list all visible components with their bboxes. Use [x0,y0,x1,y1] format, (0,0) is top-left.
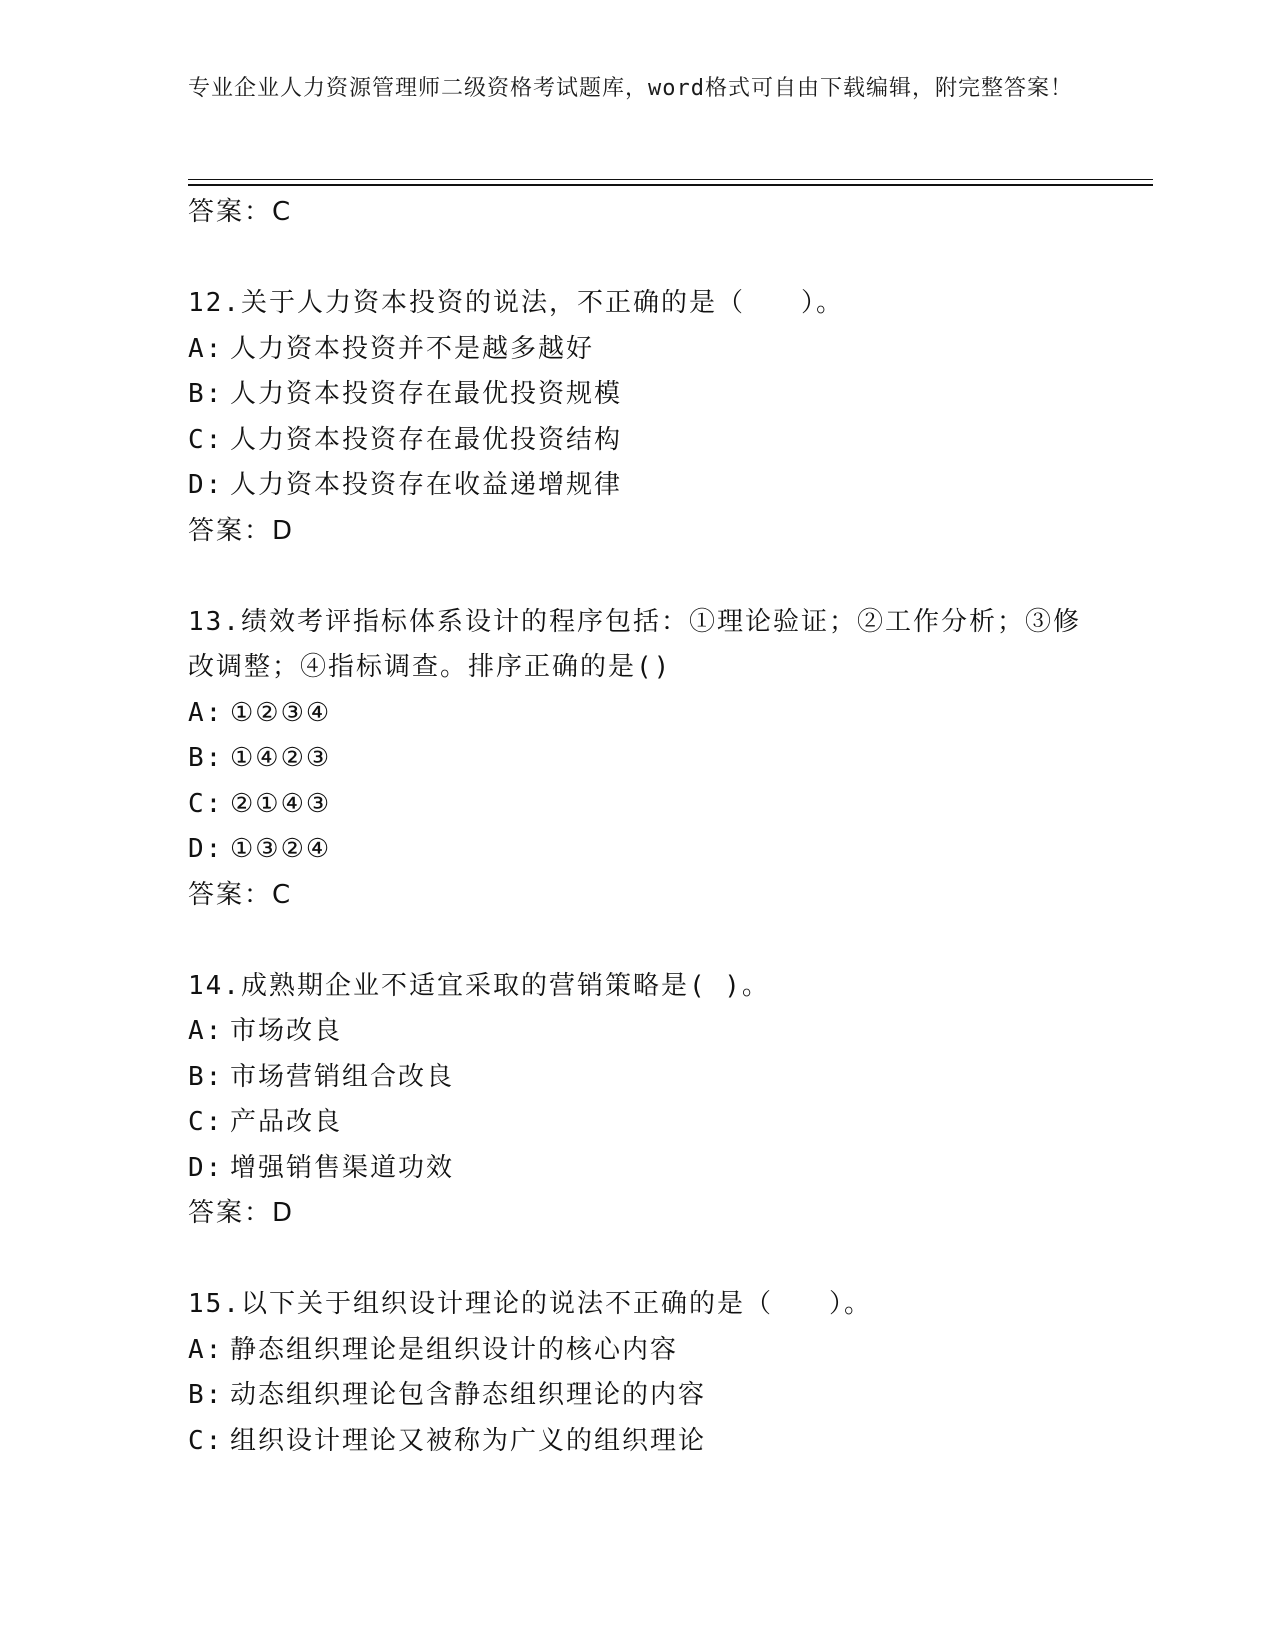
option-label: B: [188,379,224,409]
answer-line: 答案：D [188,515,295,546]
option-text: ②①④③ [230,788,332,819]
option-d [188,1146,1088,1192]
option-b [188,1055,1088,1101]
option-label: A: [188,1334,224,1365]
option-text: 静态组织理论是组织设计的核心内容 [230,1334,679,1365]
header-note: 专业企业人力资源管理师二级资格考试题库，word格式可自由下载编辑，附完整答案！ [188,76,1073,101]
option-text: 人力资本投资存在最优投资结构 [230,424,623,455]
spacer [188,918,1088,964]
answer-line: 答案：D [188,1198,295,1228]
option-text: ①③②④ [230,834,332,864]
spacer [188,1237,1088,1283]
option-text: 人力资本投资存在最优投资规模 [230,379,623,409]
option-text: 组织设计理论又被称为广义的组织理论 [230,1425,707,1456]
option-label: A: [188,697,224,728]
option-text: 人力资本投资并不是越多越好 [230,333,595,364]
option-text: ①②③④ [230,697,332,728]
option-text: 增强销售渠道功效 [230,1152,455,1183]
option-text: 产品改良 [230,1107,343,1137]
header-rule-thick [188,184,1153,186]
option-text: ①④②③ [230,743,332,773]
option-b [188,372,1088,418]
question-block [188,1282,1088,1464]
option-label: D: [188,470,224,500]
option-text: 市场营销组合改良 [230,1061,455,1092]
option-label: B: [188,1380,224,1410]
question-block [188,600,1088,919]
question-block [188,281,1088,554]
question-stem: 14.成熟期企业不适宜采取的营销策略是( )。 [188,970,770,1001]
option-d [188,463,1088,509]
option-label: C: [188,1425,224,1456]
option-d [188,827,1088,873]
question-block [188,964,1088,1237]
question-stem: 15.以下关于组织设计理论的说法不正确的是（ ）。 [188,1289,872,1319]
question-stem: 12.关于人力资本投资的说法，不正确的是（ ）。 [188,288,844,318]
spacer [188,236,1088,282]
option-label: B: [188,743,224,773]
option-label: A: [188,1016,224,1046]
option-a [188,327,1088,373]
option-label: C: [188,424,224,455]
question-stem: 13.绩效考评指标体系设计的程序包括：①理论验证；②工作分析；③修改调整；④指标调查。排序正确的是() [188,606,1081,682]
option-label: C: [188,1107,224,1137]
option-text: 动态组织理论包含静态组织理论的内容 [230,1380,707,1410]
option-label: D: [188,834,224,864]
option-text: 市场改良 [230,1016,343,1046]
option-text: 人力资本投资存在收益递增规律 [230,470,623,500]
answer-line: 答案：C [188,879,293,910]
option-c [188,782,1088,828]
header-rule-thin [188,179,1153,180]
option-b [188,736,1088,782]
previous-answer: 答案：C [188,197,293,227]
spacer [188,554,1088,600]
option-label: B: [188,1061,224,1092]
option-c [188,418,1088,464]
option-label: C: [188,788,224,819]
option-b [188,1373,1088,1419]
option-label: A: [188,333,224,364]
option-c [188,1100,1088,1146]
option-label: D: [188,1152,224,1183]
option-c [188,1419,1088,1465]
option-a [188,1328,1088,1374]
option-a [188,691,1088,737]
option-a [188,1009,1088,1055]
question-list [188,190,1088,1464]
